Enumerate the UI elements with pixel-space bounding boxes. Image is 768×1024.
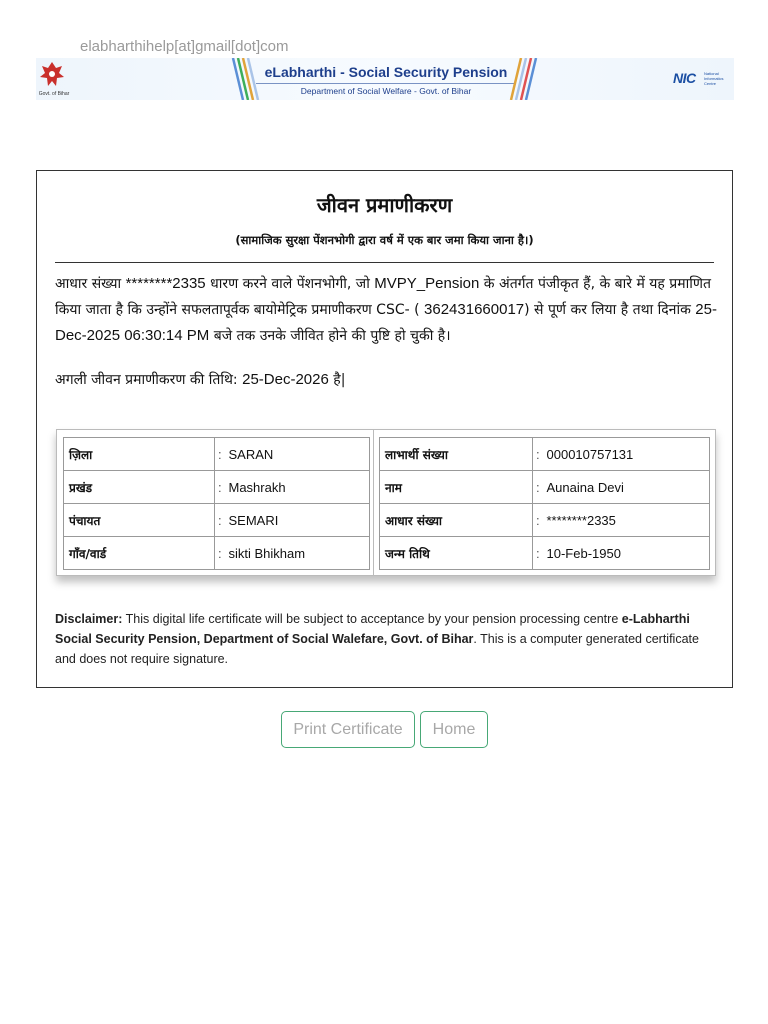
certificate-title: जीवन प्रमाणीकरण [316,193,453,217]
statement-text: बजे तक उनके जीवित होने की पुष्टि हो चुकी है। [209,328,451,344]
statement-text: आधार संख्या [55,276,126,292]
row-colon: : [533,438,545,471]
table-row [380,438,710,471]
next-certification-date [55,370,345,389]
next-date-label: अगली जीवन प्रमाणीकरण की तिथि: [55,372,243,388]
disclaimer-text: This digital life certificate will be subject to acceptance by your pension processing centre [122,612,622,626]
row-colon: : [533,504,545,537]
statement-csc-id: 362431660017 [424,301,525,318]
statement-text: के अंतर्गत पंजीकृत हैं, के बारे में यह प्रमाणित किया जाता है कि उन्होंने सफलतापूर्वक बायोमेट्रिक प्रमाणीकरण CSC- ( [55,276,711,318]
row-label: आधार संख्या [380,504,533,537]
home-button[interactable]: Home [420,711,488,748]
row-value: ********2335 [545,504,710,537]
table-divider [373,430,374,575]
next-date-value: 25-Dec-2026 [242,371,329,388]
statement-text: धारण करने वाले पेंशनभोगी, जो [205,276,375,292]
banner-stripes-right-icon [506,58,540,100]
row-label: लाभार्थी संख्या [380,438,533,471]
life-certificate [36,170,733,688]
row-colon: : [215,504,227,537]
row-label: प्रखंड [64,471,215,504]
print-certificate-button[interactable]: Print Certificate [281,711,415,748]
row-colon: : [215,537,227,570]
table-row [380,504,710,537]
disclaimer-org: e-Labharthi Social Security Pension, Department of Social Walefare, Govt. of Bihar [55,612,690,646]
statement-aadhaar: ********2335 [125,275,206,292]
bihar-emblem-icon [38,60,70,98]
table-row [380,471,710,504]
table-row [64,471,370,504]
row-value: sikti Bhikham [227,537,370,570]
disclaimer-label: Disclaimer: [55,612,123,626]
table-row [64,504,370,537]
statement-datetime: 25-Dec-2025 06:30:14 PM [55,301,717,344]
certificate-subtitle: (सामाजिक सुरक्षा पेंशनभोगी द्वारा वर्ष में एक बार जमा किया जाना है।) [235,233,534,247]
table-row [380,537,710,570]
title-divider [55,262,714,263]
beneficiary-table [379,437,710,570]
disclaimer-text: . This is a computer generated certificate and does not require signature. [55,632,699,666]
table-row [64,537,370,570]
row-label: जन्म तिथि [380,537,533,570]
statement-scheme: MVPY_Pension [374,275,480,292]
certificate-statement [55,271,720,349]
next-date-suffix: है| [328,372,346,388]
banner-subtitle: Department of Social Welfare - Govt. of Bihar [256,83,516,96]
row-value: Aunaina Devi [545,471,710,504]
row-value: 10-Feb-1950 [545,537,710,570]
table-row [64,438,370,471]
row-label: गाँव/वार्ड [64,537,215,570]
row-label: पंचायत [64,504,215,537]
nic-logo: NIC [673,70,696,86]
row-colon: : [215,471,227,504]
disclaimer [55,609,720,669]
header-banner [36,58,734,100]
row-colon: : [215,438,227,471]
help-email: elabharthihelp[at]gmail[dot]com [80,38,289,55]
beneficiary-details [56,429,716,576]
row-label: नाम [380,471,533,504]
govt-logo-text: Govt. of Bihar [38,91,70,97]
nic-logo-subtext: National Informatics Centre [704,71,724,86]
row-value: SARAN [227,438,370,471]
banner-title: eLabharthi - Social Security Pension [264,64,508,80]
row-value: 000010757131 [545,438,710,471]
location-table [63,437,370,570]
row-colon: : [533,537,545,570]
statement-text: ) से पूर्ण कर लिया है तथा दिनांक [524,302,696,318]
row-label: ज़िला [64,438,215,471]
row-colon: : [533,471,545,504]
row-value: SEMARI [227,504,370,537]
row-value: Mashrakh [227,471,370,504]
